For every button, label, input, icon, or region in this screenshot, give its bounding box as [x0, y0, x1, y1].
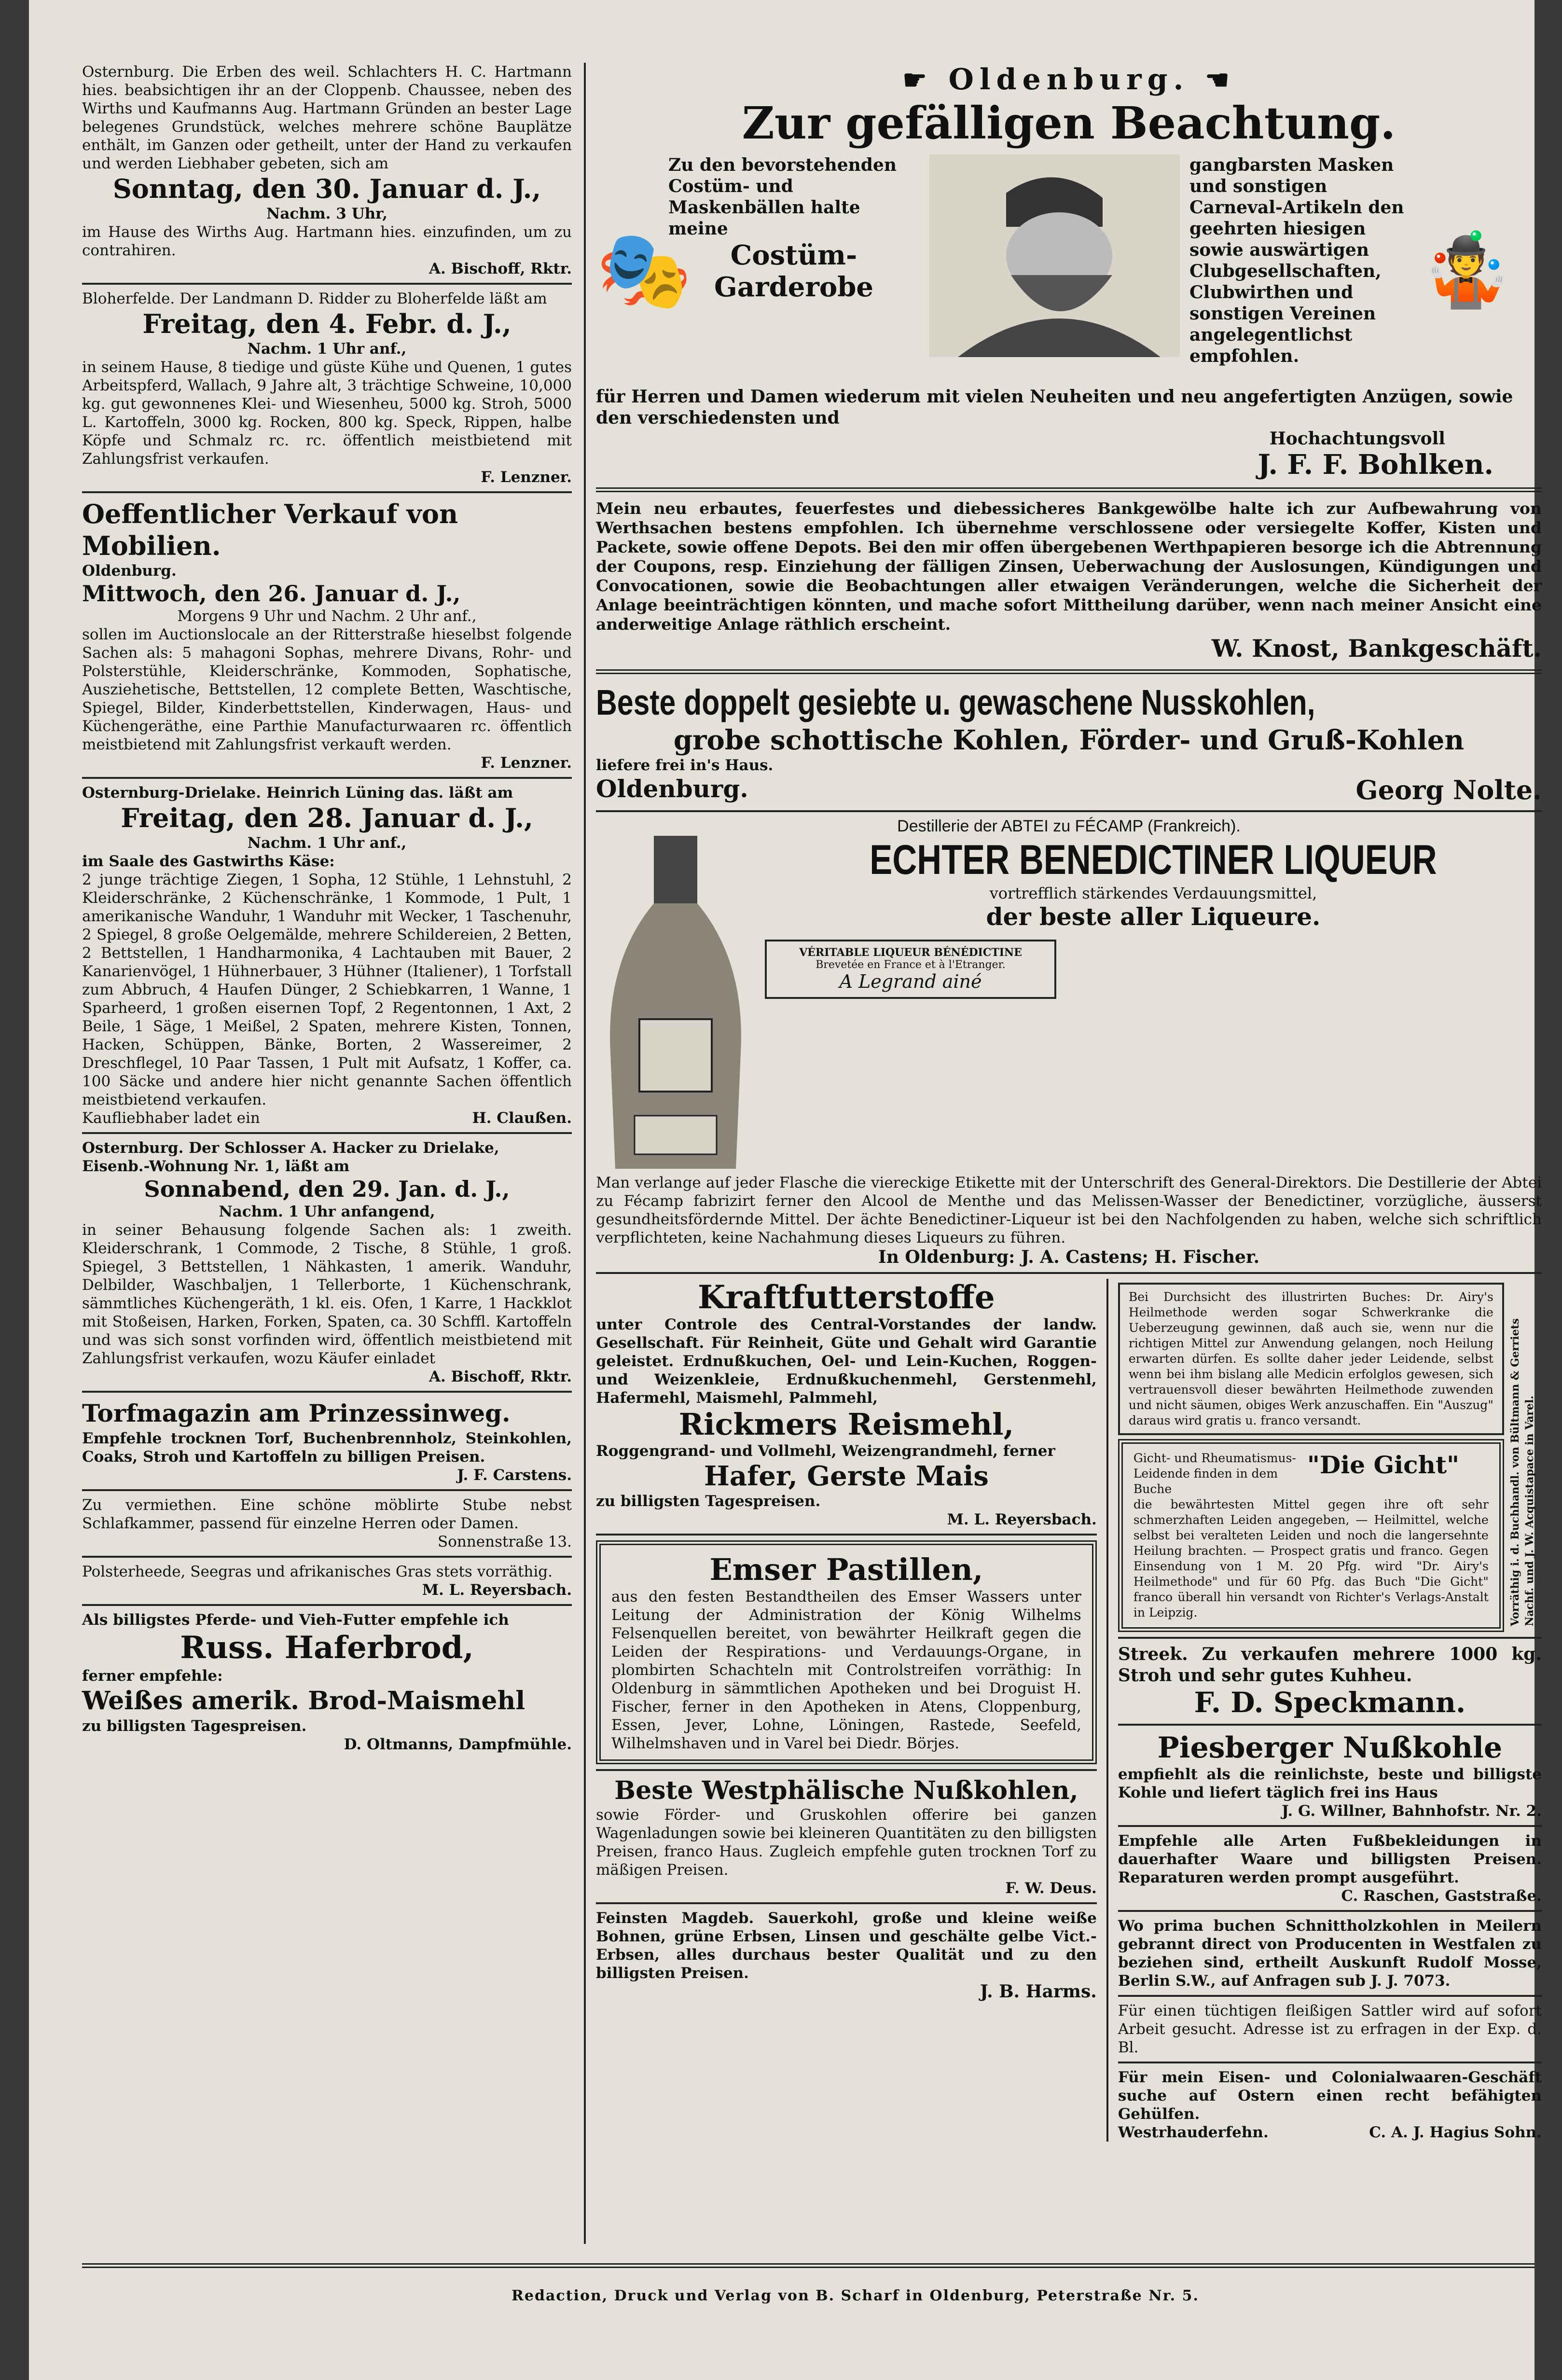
- bearded-man-illustration: [929, 154, 1180, 357]
- mobilien-ad: [82, 498, 572, 772]
- benedictine-label-line1: VÉRITABLE LIQUEUR BÉNÉDICTINE: [799, 946, 1022, 959]
- luening-text: 2 junge trächtige Ziegen, 1 Sopha, 12 Stühle, 1 Lehnstuhl, 2 Kleiderschränke, 2 Küchenschränke, 1 Kommode, 1 Pult, 1 amerikanische Wanduhr, 1 Wanduhr mit Wecker, 1 Taschenuhr, 2 Spiegel, 8 große Oelgemälde, mehrere Schildereien, 2 Betten, 2 Bettstellen, 1 Handharmonika, 4 Lachtauben mit Bauer, 2 Kanarienvögel, 1 Hühnerbauer, 3 Hühner (Italiener), 1 Torfstall zum Abbruch, 4 Haufen Dünger, 2 Schiebkarren, 1 Wanne, 1 Sparheerd, 1 großen eisernen Topf, 2 Regentonnen, 1 Axt, 2 Beile, 1 Säge, 1 Meißel, 2 Spaten, mehrere Kisten, Tonnen, Hacken, Schüppen, Bänke, Borten, 2 Wassereimer, 2 Dreschflegel, 10 Paar Tassen, 1 Pult mit Aufsatz, 1 Koffer, ca. 100 Säcke und andere hier nicht genannte Sachen öffentlich meistbietend verkaufen.: [82, 871, 572, 1108]
- knost-sign: W. Knost, Bankgeschäft.: [1211, 634, 1542, 663]
- hartmann-tail: im Hause des Wirths Aug. Hartmann hies. einzufinden, um zu contrahiren.: [82, 223, 572, 259]
- benedictine-text: Man verlange auf jeder Flasche die viereckige Etikette mit der Unterschrift des General-Direktors. Die Destillerie der Abtei zu Fécamp fabrizirt ferner den Alcool de Menthe und das Melissen-Wasser der Benedictiner, vorzügliche, äusserst gesundheitsfördernde Mittel. Der ächte Benedictiner-Liqueur ist bei den Nachfolgenden zu haben, welche sich schriftlich verpflichteten, keine Nachahmung dieses Liqueurs zu führen.: [596, 1174, 1542, 1246]
- hacker-time: Nachm. 1 Uhr anfangend,: [219, 1203, 435, 1220]
- bohlken-ad: [596, 63, 1542, 481]
- pointing-hand-icon: ☛: [902, 64, 933, 96]
- pointing-hand-icon: ☚: [1205, 64, 1235, 96]
- deus-title: Beste Westphälische Nußkohlen,: [614, 1776, 1078, 1805]
- divider: [596, 1769, 1097, 1771]
- ridder-ad: [82, 290, 572, 486]
- emser-text: aus den festen Bestandtheilen des Emser Wassers unter Leitung der Administration der König Wilhelms Felsenquellen bereitet, von bewährter Heilkraft gegen die Leiden der Respirations- und Verdauungs-Organe, in plombirten Schachteln mit Controlstreifen vorräthig: In Oldenburg in sämmtlichen Apotheken und bei Droguist H. Fischer, ferner in den Apotheken in Atens, Cloppenburg, Essen, Jever, Lohne, Löningen, Rastede, Seefeld, Wilhelmshaven und in Varel bei Diedr. Börjes.: [611, 1588, 1081, 1752]
- harms-text: Feinsten Magdeb. Sauerkohl, große und kleine weiße Bohnen, grüne Erbsen, Linsen und geschälte gelbe Vict.-Erbsen, alles durchaus bester Qualität und zu den billigsten Preisen.: [596, 1910, 1097, 1982]
- vermiethen-sign: Sonnenstraße 13.: [437, 1533, 572, 1550]
- hartmann-ad: [82, 63, 572, 278]
- mobilien-time: Morgens 9 Uhr und Nachm. 2 Uhr anf.,: [177, 608, 477, 625]
- nolte-sign: Georg Nolte.: [1355, 775, 1542, 805]
- oltmanns-sign: D. Oltmanns, Dampfmühle.: [344, 1736, 572, 1753]
- ridder-time: Nachm. 1 Uhr anf.,: [247, 340, 407, 358]
- benedictine-ad: [596, 817, 1542, 1267]
- oltmanns-title2: Weißes amerik. Brod-Maismehl: [82, 1686, 525, 1716]
- gicht-text: die bewährtesten Mittel gegen ihre oft sehr schmerzhaften Leiden angegeben, — Heilmittel, welche selbst bei veralteten Leiden und noch die langersehnte Heilung brachten. — Prospect gratis und franco. Gegen Einsendung von 1 M. 20 Pfg. wird "Dr. Airy's Heilmethode" und für 60 Pfg. das Buch "Die Gicht" franco überall hin versandt von Richter's Verlags-Anstalt in Leipzig.: [1133, 1497, 1489, 1619]
- inner-left-column: [596, 1279, 1097, 2142]
- divider: [1118, 1724, 1542, 1726]
- reyersbach-title: Kraftfutterstoffe: [698, 1278, 995, 1316]
- newspaper-page: [29, 0, 1542, 2380]
- seegras-text: Polsterheede, Seegras und afrikanisches Gras stets vorräthig.: [82, 1563, 553, 1580]
- liqueur-bottle-illustration: [596, 836, 755, 1174]
- benedictine-label-sig: A Legrand ainé: [839, 971, 982, 992]
- divider: [82, 491, 572, 493]
- torfmagazin-ad: [82, 1398, 572, 1484]
- mobilien-date: Mittwoch, den 26. Januar d. J.,: [82, 581, 461, 607]
- nolte-ad: [596, 681, 1542, 805]
- divider: [1118, 1910, 1542, 1912]
- vermiethen-ad: [82, 1496, 572, 1551]
- hacker-sign: A. Bischoff, Rktr.: [429, 1368, 572, 1385]
- torfmagazin-title: Torfmagazin am Prinzessinweg.: [82, 1399, 511, 1427]
- nolte-sub: grobe schottische Kohlen, Förder- und Gruß-Kohlen: [673, 724, 1465, 756]
- right-column: [596, 63, 1542, 2142]
- bohlken-center-title: Costüm-Garderobe: [714, 239, 874, 303]
- benedictine-sub: vortrefflich stärkendes Verdauungsmittel,: [989, 884, 1317, 902]
- luening-place: im Saale des Gastwirths Käse:: [82, 853, 335, 870]
- raschen-ad: [1118, 1832, 1542, 1905]
- hacker-head: Osternburg. Der Schlosser A. Hacker zu Drielake, Eisenb.-Wohnung Nr. 1, läßt am: [82, 1139, 499, 1175]
- reyersbach-text: unter Controle des Central-Vorstandes der landw. Gesellschaft. Für Reinheit, Güte und Gehalt wird Garantie geleistet. Erdnußkuchen, Oel- und Lein-Kuchen, Roggen- und Weizenkleie, Erdnußkuchenmehl, Gerstenmehl, Hafermehl, Maismehl, Palmmehl,: [596, 1316, 1097, 1407]
- benedictine-title: ECHTER BENEDICTINER LIQUEUR: [870, 837, 1437, 883]
- mobilien-title: Oeffentlicher Verkauf von Mobilien.: [82, 498, 458, 561]
- speckmann-ad: [1118, 1644, 1542, 1719]
- luening-date: Freitag, den 28. Januar d. J.,: [121, 803, 533, 833]
- footer-rule: [82, 2263, 1534, 2268]
- nolte-line: liefere frei in's Haus.: [596, 757, 774, 774]
- divider: [82, 283, 572, 285]
- ridder-date: Freitag, den 4. Febr. d. J.,: [142, 308, 511, 339]
- divider: [82, 1391, 572, 1393]
- mosse-text: Wo prima buchen Schnittholzkohlen in Meilern gebrannt direct von Producenten in Westfalen zu beziehen sind, ertheilt Auskunft Rudolf Mosse, Berlin S.W., auf Anfragen sub J. J. 7073.: [1118, 1917, 1542, 1990]
- inner-separator: [1106, 1279, 1108, 2142]
- nolte-title: Beste doppelt gesiebte u. gewaschene Nusskohlen,: [596, 682, 1315, 722]
- torfmagazin-sign: J. F. Carstens.: [457, 1467, 572, 1484]
- luening-time: Nachm. 1 Uhr anf.,: [247, 834, 407, 852]
- gicht-ad: [1118, 1439, 1504, 1632]
- hartmann-time: Nachm. 3 Uhr,: [266, 205, 388, 222]
- reyersbach-sign: M. L. Reyersbach.: [947, 1511, 1097, 1528]
- luening-sign: H. Claußen.: [472, 1109, 572, 1127]
- willner-text: empfiehlt als die reinlichste, beste und billigste Kohle und liefert täglich frei ins Haus: [1118, 1766, 1542, 1801]
- airy-ad: [1118, 1283, 1504, 1435]
- gicht-title: "Die Gicht": [1307, 1451, 1460, 1479]
- luening-ad: [82, 784, 572, 1127]
- nolte-place: Oldenburg.: [596, 775, 748, 803]
- benedictine-slogan: der beste aller Liqueure.: [986, 902, 1321, 931]
- bohlken-place: ☛ Oldenburg. ☚: [902, 63, 1235, 97]
- emser-ad: [596, 1540, 1097, 1764]
- mobilien-place: Oldenburg.: [82, 562, 177, 580]
- gicht-lead: Gicht- und Rheumatismus-Leidende finden in dem Buche: [1133, 1451, 1296, 1496]
- ridder-text: in seinem Hause, 8 tiedige und güste Kühe und Quenen, 1 gutes Arbeitspferd, Wallach, 9 Jahre alt, 3 trächtige Schweine, 10,000 kg. gut gewonnenes Klei- und Wiesenheu, 5000 kg. Stroh, 5000 L. Kartoffeln, 3000 kg. Rocken, 800 kg. Speck, Rippen, halbe Köpfe und Schmalz rc. rc. öffentlich meistbietend mit Zahlungsfrist verkaufen.: [82, 359, 572, 468]
- knost-text: Mein neu erbautes, feuerfestes und diebessicheres Bankgewölbe halte ich zur Aufbewahrung von Werthsachen bestens empfohlen. Ich übernehme verschlossene oder versiegelte Koffer, Kisten und Packete, sowie offene Depots. Bei den mir offen übergebenen Werthpapieren besorge ich die Abtrennung der Coupons, resp. Einziehung der fälligen Zinsen, Ueberwachung der Auslosungen, Kündigungen und Convocationen, sowie die Beobachtungen aller etwaigen Veränderungen, welche die Sicherheit der Anlage beeinträchtigen könnten, und mache sofort Mittheilung darüber, wenn nach meiner Ansicht eine anderweitige Anlage räthlich erscheint.: [596, 499, 1542, 634]
- seegras-sign: M. L. Reyersbach.: [422, 1581, 572, 1599]
- divider: [596, 1534, 1097, 1536]
- divider: [596, 1902, 1097, 1904]
- deus-sign: F. W. Deus.: [1005, 1880, 1097, 1897]
- bohlken-right-text: gangbarsten Masken und sonstigen Carneval-Artikeln den geehrten hiesigen sowie auswärtigen Clubgesellschaften, Clubwirthen und sonstigen Vereinen angelegentlichst empfohlen.: [1189, 155, 1404, 366]
- willner-ad: [1118, 1730, 1542, 1820]
- emser-title: Emser Pastillen,: [709, 1552, 983, 1587]
- hacker-date: Sonnabend, den 29. Jan. d. J.,: [144, 1176, 510, 1202]
- imprint-footer: Redaction, Druck und Verlag von B. Scharf in Oldenburg, Peterstraße Nr. 5.: [511, 2287, 1199, 2304]
- side-note-vertical: Vorräthig i. d. Buchhandl. von Bültmann & Gerriets Nachf. und J. W. Acquistapace in Varel.: [1508, 1318, 1536, 1626]
- reyersbach-text2: Roggengrand- und Vollmehl, Weizengrandmehl, ferner: [596, 1442, 1055, 1460]
- airy-text: Bei Durchsicht des illustrirten Buches: Dr. Airy's Heilmethode werden sogar Schwerkranke die Ueberzeugung gewinnen, daß auch sie, wenn nur die richtigen Mittel zur Anwendung gelangen, noch Heilung erwarten dürfen. Es sollte daher jeder Leidende, selbst wenn bei ihm bislang alle Medicin erfolglos gewesen, sich vertrauensvoll dieser bewährten Heilmethode zuwenden und nicht säumen, obiges Werk anzuschaffen. Ein "Auszug" daraus wird gratis u. franco versandt.: [1128, 1290, 1493, 1427]
- oltmanns-ad: [82, 1611, 572, 1754]
- benedictine-label: [765, 940, 1056, 999]
- knost-ad: [596, 499, 1542, 663]
- oltmanns-line2: ferner empfehle:: [82, 1667, 223, 1685]
- willner-title: Piesberger Nußkohle: [1157, 1731, 1503, 1765]
- reyersbach-line: zu billigsten Tagespreisen.: [596, 1493, 821, 1510]
- ridder-head: Bloherfelde. Der Landmann D. Ridder zu Bloherfelde läßt am: [82, 290, 547, 307]
- benedictine-header: Destillerie der ABTEI zu FÉCAMP (Frankreich).: [897, 817, 1241, 835]
- divider: [82, 1489, 572, 1491]
- oltmanns-line1: Als billigstes Pferde- und Vieh-Futter empfehle ich: [82, 1611, 509, 1629]
- mosse-ad: [1118, 1917, 1542, 1990]
- raschen-text: Empfehle alle Arten Fußbekleidungen in dauerhafter Waare und billigsten Preisen. Reparaturen werden prompt ausgeführt.: [1118, 1832, 1542, 1886]
- left-column: [82, 63, 572, 1754]
- hartmann-text: Osternburg. Die Erben des weil. Schlachters H. C. Hartmann hies. beabsichtigen ihr an der Cloppenb. Chaussee, neben des Wirths und Kaufmanns Aug. Hartmann Gründen an bester Lage belegenes Grundstück, welches mehrere schöne Bauplätze enthält, im Ganzen oder getheilt, unter der Hand zu verkaufen und werden Liebhaber gebeten, sich am: [82, 63, 572, 172]
- divider: [1118, 1825, 1542, 1827]
- divider: [82, 1604, 572, 1606]
- seegras-ad: [82, 1563, 572, 1599]
- divider: [596, 810, 1542, 812]
- reyersbach-ad: [596, 1279, 1097, 1529]
- bohlken-title: Zur gefälligen Beachtung.: [742, 97, 1396, 149]
- jester-figure-icon: 🤹: [1421, 228, 1511, 312]
- bohlken-left-text: Zu den bevorstehenden Costüm- und Maskenbällen halte meine: [668, 155, 897, 239]
- benedictine-sellers: In Oldenburg: J. A. Castens; H. Fischer.: [878, 1247, 1260, 1267]
- speckmann-sign: F. D. Speckmann.: [1194, 1686, 1466, 1719]
- ridder-sign: F. Lenzner.: [481, 469, 572, 486]
- harlequin-figure-icon: 🎭: [596, 225, 692, 315]
- hacker-ad: [82, 1139, 572, 1386]
- harms-sign: J. B. Harms.: [980, 1981, 1097, 2002]
- reyersbach-title2: Rickmers Reismehl,: [678, 1407, 1014, 1442]
- torfmagazin-text: Empfehle trocknen Torf, Buchenbrennholz, Steinkohlen, Coaks, Stroh und Kartoffeln zu billigen Preisen.: [82, 1430, 572, 1466]
- hartmann-sign: A. Bischoff, Rktr.: [429, 260, 572, 277]
- benedictine-label-line2: Brevetée en France et à l'Etranger.: [816, 959, 1006, 971]
- luening-head: Osternburg-Drielake. Heinrich Lüning das. läßt am: [82, 784, 513, 802]
- vermiethen-text: Zu vermiethen. Eine schöne möblirte Stube nebst Schlafkammer, passend für einzelne Herren oder Damen.: [82, 1496, 572, 1532]
- hagius-sign: C. A. J. Hagius Sohn.: [1369, 2124, 1542, 2141]
- willner-sign: J. G. Willner, Bahnhofstr. Nr. 2.: [1282, 1802, 1542, 1820]
- raschen-sign: C. Raschen, Gaststraße.: [1341, 1887, 1542, 1905]
- hacker-text: in seiner Behausung folgende Sachen als: 1 zweith. Kleiderschrank, 1 Commode, 2 Tische, 8 Stühle, 1 groß. Spiegel, 3 Bettstellen, 1 Nähkasten, 1 amerik. Wanduhr, Delbilder, Waschbaljen, 1 Tellerborte, 1 Küchenschrank, sämmtliches Küchengeräth, 1 kl. eis. Ofen, 1 Karre, 1 Hackklot mit Stoßeisen, Harken, Forken, Spaten, ca. 30 Schffl. Kartoffeln und was sich sonst vorfinden wird, öffentlich meistbietend mit Zahlungsfrist verkaufen, wozu Käufer einladet: [82, 1221, 572, 1367]
- hagius-place: Westrhauderfehn.: [1118, 2124, 1269, 2141]
- divider: [596, 1272, 1542, 1274]
- bohlken-sign: J. F. F. Bohlken.: [1258, 449, 1493, 481]
- sattler-text: Für einen tüchtigen fleißigen Sattler wird auf sofort Arbeit gesucht. Adresse ist zu erfragen in der Exp. d. Bl.: [1118, 2002, 1542, 2056]
- divider: [82, 1132, 572, 1134]
- luening-tail: Kaufliebhaber ladet ein: [82, 1109, 260, 1127]
- bohlken-left-text2: für Herren und Damen wiederum mit vielen Neuheiten und neu angefertigten Anzügen, sowie den verschiedensten und: [596, 387, 1513, 428]
- mobilien-text: sollen im Auctionslocale an der Ritterstraße hieselbst folgende Sachen als: 5 mahagoni Sophas, mehrere Divans, Rohr- und Polsterstühle, Kleiderschränke, Kommoden, Sophatische, Ausziehetische, Bettstellen, 12 complete Betten, Waschtische, Spiegel, Bilder, Kinderbettstellen, Kinderwagen, Haus- und Küchengeräthe, eine Parthie Manufacturwaaren rc. öffentlich meistbietend mit Zahlungsfrist verkauft werden.: [82, 626, 572, 753]
- sattler-ad: [1118, 2002, 1542, 2057]
- divider: [82, 1556, 572, 1558]
- bohlken-greeting: Hochachtungsvoll: [1269, 429, 1445, 449]
- deus-text: sowie Förder- und Gruskohlen offerire bei ganzen Wagenladungen sowie bei kleineren Quantitäten zu den billigsten Preisen, franco Haus. Zugleich empfehle guten trocknen Torf zu mäßigen Preisen.: [596, 1806, 1097, 1879]
- hagius-text: Für mein Eisen- und Colonialwaaren-Geschäft suche auf Ostern einen recht befähigten Gehülfen.: [1118, 2069, 1542, 2123]
- hagius-ad: [1118, 2068, 1542, 2142]
- divider: [596, 669, 1542, 674]
- oltmanns-line3: zu billigsten Tagespreisen.: [82, 1717, 307, 1735]
- hartmann-date: Sonntag, den 30. Januar d. J.,: [112, 173, 541, 204]
- deus-ad: [596, 1776, 1097, 1897]
- divider: [1118, 1637, 1542, 1639]
- speckmann-text: Streek. Zu verkaufen mehrere 1000 kg. Stroh und sehr gutes Kuhheu.: [1118, 1644, 1542, 1686]
- divider: [596, 487, 1542, 492]
- oltmanns-title1: Russ. Haferbrod,: [180, 1630, 474, 1666]
- mobilien-sign: F. Lenzner.: [481, 754, 572, 772]
- harms-ad: [596, 1909, 1097, 2001]
- divider: [82, 777, 572, 779]
- divider: [1118, 2062, 1542, 2063]
- divider: [1118, 1995, 1542, 1997]
- inner-right-column: [1118, 1279, 1542, 2142]
- column-separator: [584, 63, 586, 2244]
- reyersbach-title3: Hafer, Gerste Mais: [704, 1460, 989, 1492]
